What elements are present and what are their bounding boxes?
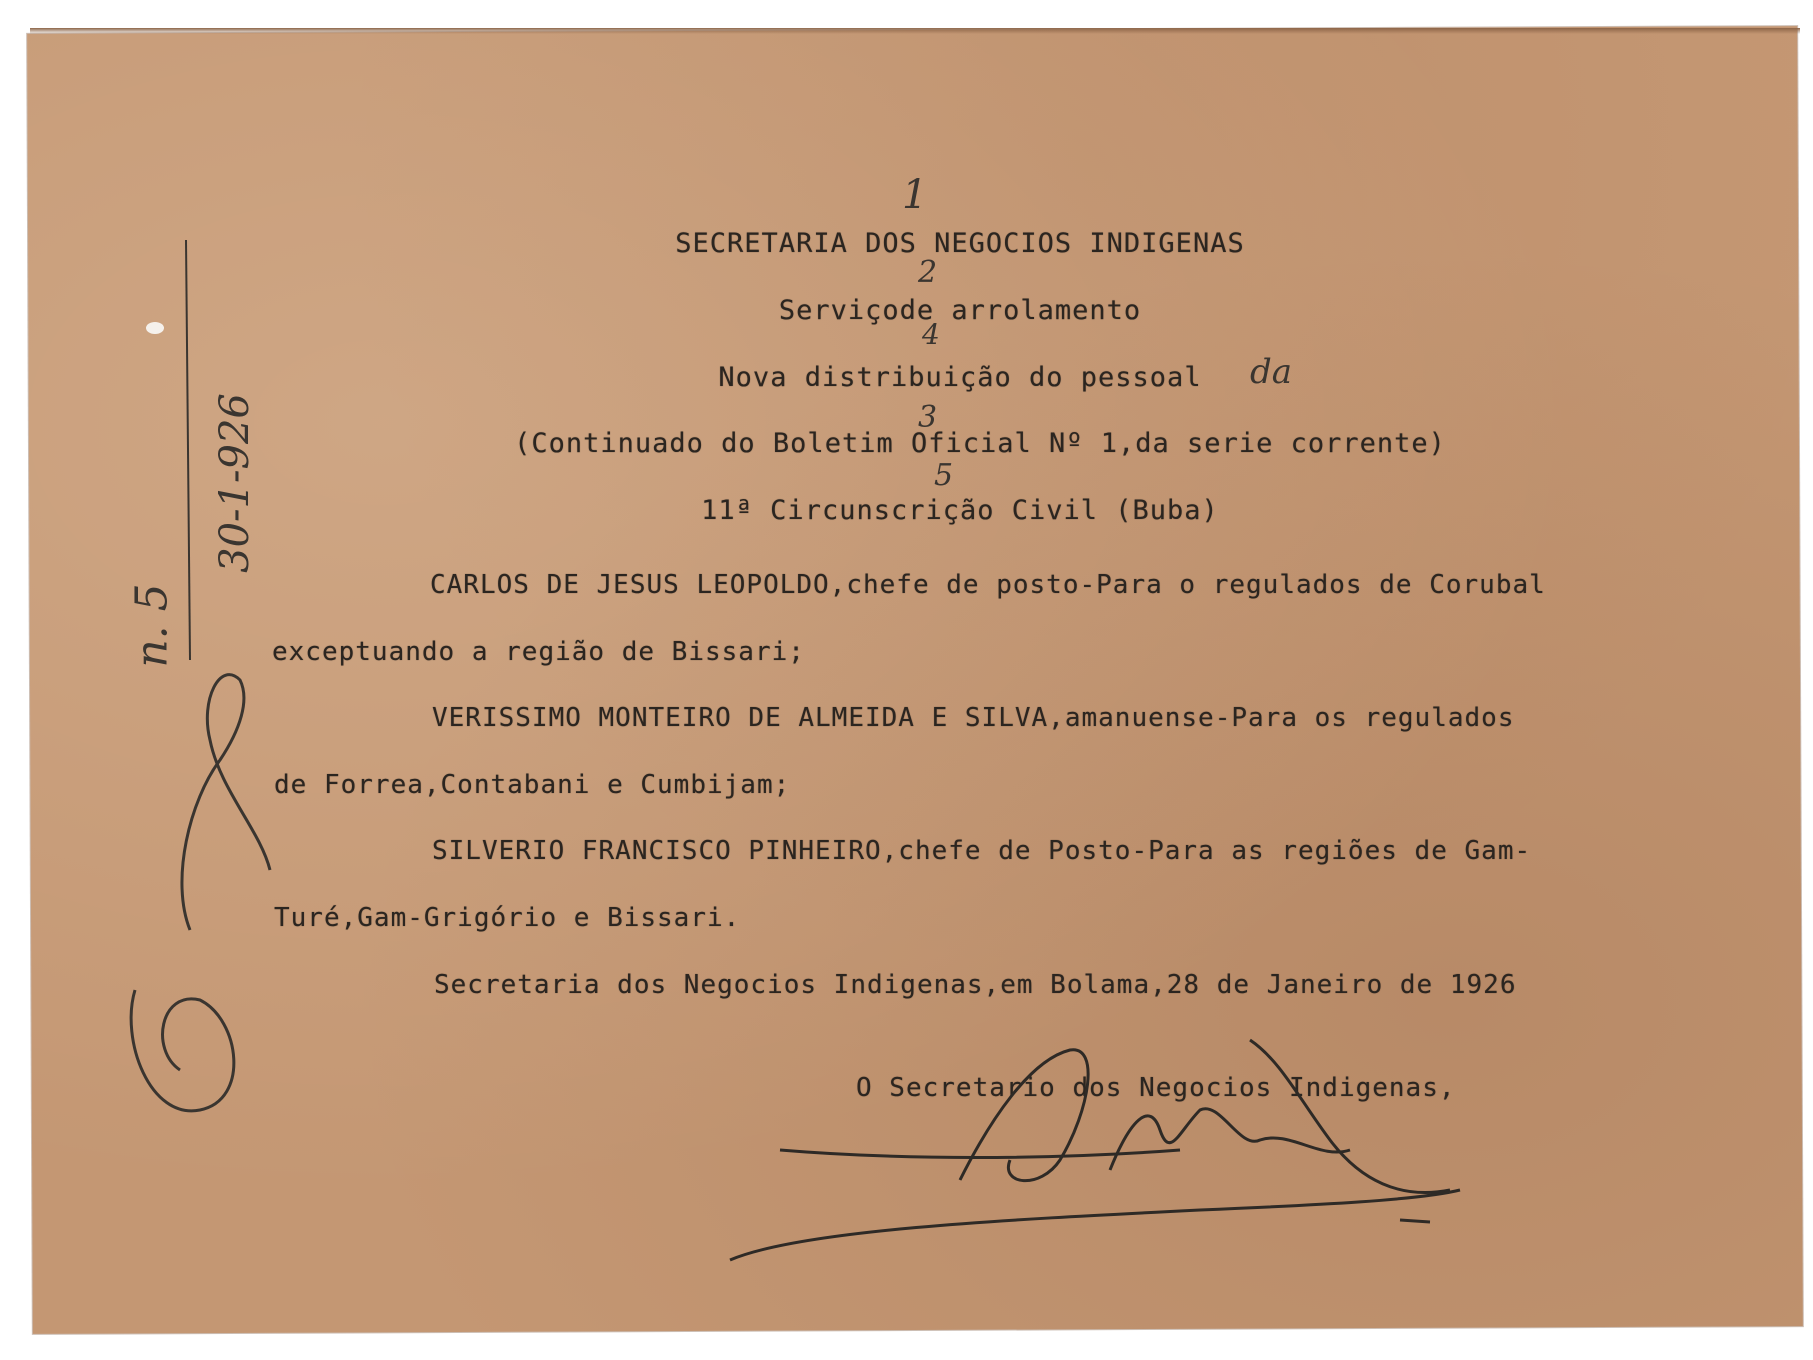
signature-underline (730, 1190, 1460, 1260)
margin-flourish (182, 675, 270, 930)
margin-number-1: 1 (902, 172, 928, 218)
header-line-2: Serviçode arrolamento (778, 295, 1142, 326)
signature-dash (1400, 1220, 1430, 1222)
header-line-1: SECRETARIA DOS NEGOCIOS INDIGENAS (675, 228, 1245, 259)
paragraph-1-line-2: exceptuando a região de Bissari; (272, 637, 805, 667)
header-line-5: 11ª Circunscrição Civil (Buba) (701, 495, 1219, 526)
header-line-4: (Continuado do Boletim Oficial Nº 1,da serie corrente) (514, 428, 1446, 459)
paragraph-1-line-1: CARLOS DE JESUS LEOPOLDO,chefe de posto-Para o regulados de Corubal (430, 570, 1546, 600)
place-date-line: Secretaria dos Negocios Indigenas,em Bolama,28 de Janeiro de 1926 (434, 970, 1517, 1000)
margin-number-4: 4 (922, 318, 940, 351)
signature-stroke-1 (780, 1150, 1180, 1158)
paragraph-2-line-2: de Forrea,Contabani e Cumbijam; (274, 770, 791, 800)
signature-stroke-4 (1250, 1040, 1450, 1193)
margin-number-5: 5 (934, 458, 954, 493)
closing-line: O Secretario dos Negocios Indigenas, (856, 1073, 1456, 1103)
paragraph-2-line-1: VERISSIMO MONTEIRO DE ALMEIDA E SILVA,amanuense-Para os regulados (432, 703, 1515, 733)
handwritten-insert: da (1250, 352, 1293, 392)
paragraph-3-line-1: SILVERIO FRANCISCO PINHEIRO,chefe de Posto-Para as regiões de Gam- (432, 836, 1532, 866)
paragraph-3-line-2: Turé,Gam-Grigório e Bissari. (274, 903, 741, 933)
margin-initial-b (131, 990, 234, 1111)
margin-number-note: n. 5 (126, 583, 178, 668)
margin-date-note: 30-1-926 (211, 393, 258, 573)
margin-rule (186, 240, 190, 660)
margin-number-2: 2 (918, 255, 938, 290)
signature-stroke-2 (960, 1050, 1088, 1181)
margin-number-3: 3 (918, 400, 938, 435)
header-line-3: Nova distribuição do pessoal (718, 362, 1202, 393)
